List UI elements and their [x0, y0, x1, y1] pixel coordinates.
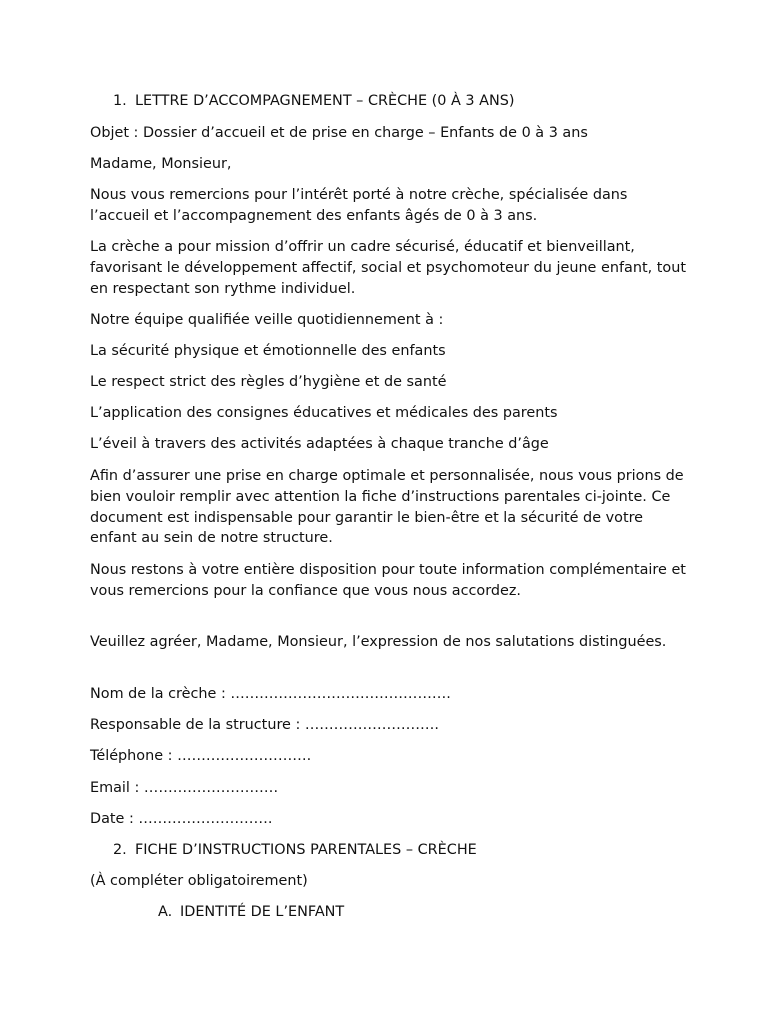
salutation: Madame, Monsieur, — [90, 156, 232, 172]
subsection-title: IDENTITÉ DE L’ENFANT — [180, 904, 345, 920]
paragraph-team: Notre équipe qualifiée veille quotidiennement à : — [90, 312, 444, 328]
section-title: LETTRE D’ACCOMPAGNEMENT – CRÈCHE (0 À 3 ANS) — [135, 93, 515, 109]
paragraph-intro: Nous vous remercions pour l’intérêt porté à notre crèche, spécialisée dans l’accueil et l’accompagnement des enfants âgés de 0 à 3 ans. — [90, 187, 628, 224]
list-item: L’application des consignes éducatives et médicales des parents — [90, 405, 558, 421]
field-creche-name: Nom de la crèche : ………………………………………. — [90, 686, 451, 702]
section-number: 2. — [113, 842, 127, 858]
list-item: La sécurité physique et émotionnelle des enfants — [90, 343, 446, 359]
field-date: Date : ………………………. — [90, 811, 273, 827]
section-title: FICHE D’INSTRUCTIONS PARENTALES – CRÈCHE — [135, 842, 477, 858]
mandatory-note: (À compléter obligatoirement) — [90, 873, 308, 889]
subsection-letter: A. — [158, 904, 173, 920]
field-email: Email : ………………………. — [90, 780, 279, 796]
paragraph-mission: La crèche a pour mission d’offrir un cadre sécurisé, éducatif et bienveillant, favorisant le développement affectif, social et psychomoteur du jeune enfant, tout en respectant son rythme individuel. — [90, 239, 686, 297]
list-item: L’éveil à travers des activités adaptées à chaque tranche d’âge — [90, 436, 549, 452]
section-number: 1. — [113, 93, 127, 109]
section-heading-2 — [113, 840, 713, 861]
field-phone: Téléphone : ………………………. — [90, 748, 312, 764]
paragraph-instructions: Afin d’assurer une prise en charge optimale et personnalisée, nous vous prions de bien vouloir remplir avec attention la fiche d’instructions parentales ci-jointe. Ce document est indispensable pour garantir le bien-être et la sécurité de votre enfant au sein de notre structure. — [90, 468, 684, 547]
field-manager: Responsable de la structure : ………………………. — [90, 717, 439, 733]
list-item: Le respect strict des règles d’hygiène et de santé — [90, 374, 447, 390]
paragraph-availability: Nous restons à votre entière disposition pour toute information complémentaire et vous remercions pour la confiance que vous nous accordez. — [90, 562, 686, 599]
subsection-heading-a — [158, 902, 758, 923]
section-heading-1 — [113, 91, 713, 112]
paragraph-closing: Veuillez agréer, Madame, Monsieur, l’expression de nos salutations distinguées. — [90, 634, 667, 650]
subject-line: Objet : Dossier d’accueil et de prise en charge – Enfants de 0 à 3 ans — [90, 125, 588, 141]
